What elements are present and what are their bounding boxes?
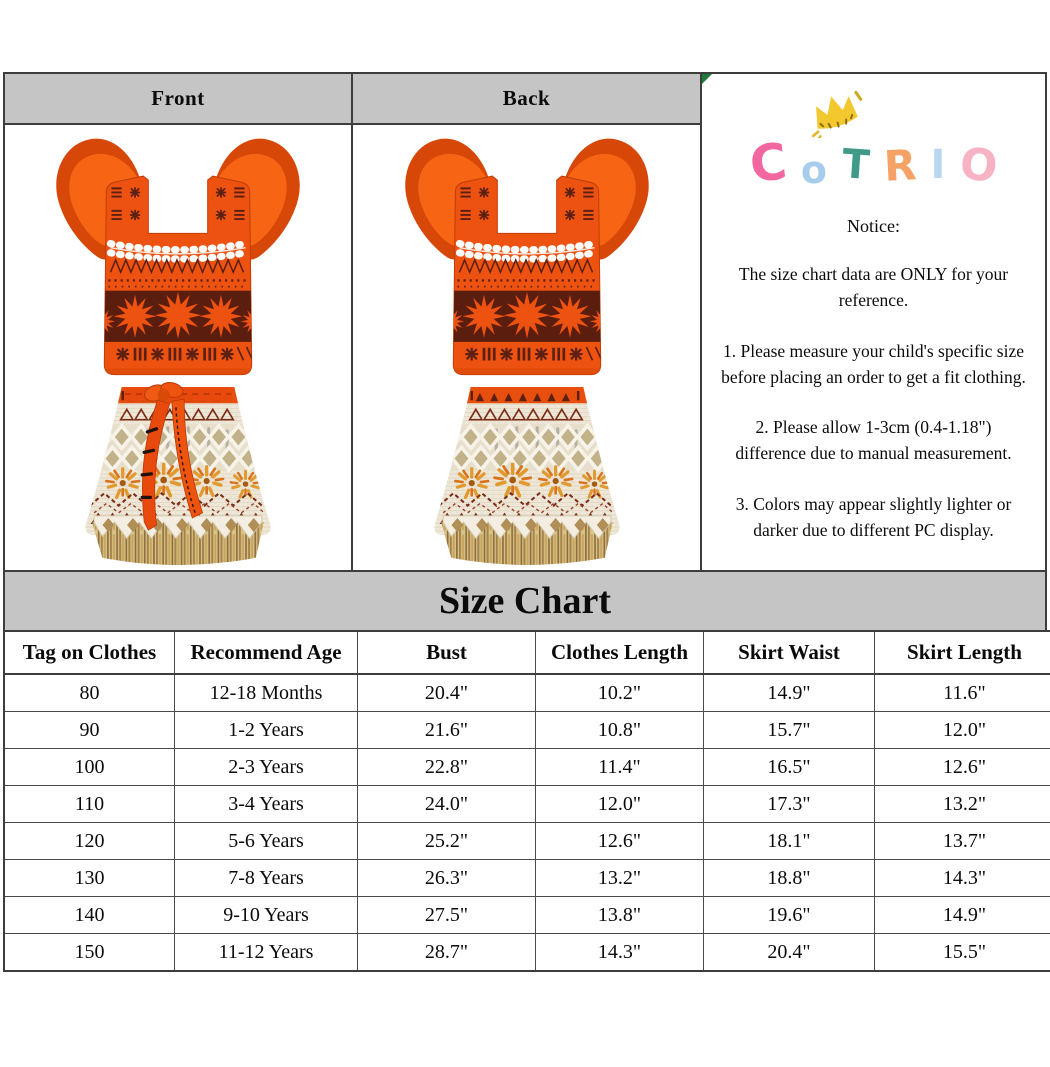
cell: 12.0" (875, 712, 1050, 749)
back-image-cell (351, 123, 702, 572)
cell: 100 (4, 749, 175, 786)
cell: 1-2 Years (175, 712, 358, 749)
size-table-header-row (4, 631, 1050, 674)
cell: 19.6" (704, 897, 875, 934)
cell: 14.3" (536, 934, 704, 972)
col-bust: Bust (358, 631, 536, 674)
cell: 20.4" (358, 674, 536, 712)
cell: 12.6" (536, 823, 704, 860)
cell: 24.0" (358, 786, 536, 823)
cell: 22.8" (358, 749, 536, 786)
size-chart-banner (3, 570, 1047, 632)
cell: 13.8" (536, 897, 704, 934)
notice-panel (700, 72, 1047, 572)
crown-icon (802, 86, 868, 138)
cell: 12.0" (536, 786, 704, 823)
cell: 15.5" (875, 934, 1050, 972)
size-row-120 (4, 823, 1050, 860)
cell: 90 (4, 712, 175, 749)
cell: 80 (4, 674, 175, 712)
size-row-110 (4, 786, 1050, 823)
cell: 12.6" (875, 749, 1050, 786)
brand-letter: R (882, 140, 918, 191)
brand-letter: T (840, 141, 871, 189)
col-skirt-waist: Skirt Waist (704, 631, 875, 674)
cell: 11.4" (536, 749, 704, 786)
cell: 14.9" (875, 897, 1050, 934)
col-tag-on-clothes: Tag on Clothes (4, 631, 175, 674)
cell: 16.5" (704, 749, 875, 786)
front-dress-image (44, 129, 312, 567)
cell: 130 (4, 860, 175, 897)
notice-item-1: 1. Please measure your child's specific size before placing an order to get a fit clothing. (721, 340, 1026, 387)
size-row-150 (4, 934, 1050, 972)
cell: 9-10 Years (175, 897, 358, 934)
cell: 120 (4, 823, 175, 860)
size-row-130 (4, 860, 1050, 897)
cell: 11-12 Years (175, 934, 358, 972)
cell-comment-marker-icon (702, 74, 712, 84)
size-row-90 (4, 712, 1050, 749)
cell: 150 (4, 934, 175, 972)
brand-logo (718, 90, 1029, 202)
front-header (3, 72, 353, 125)
back-label: Back (502, 86, 551, 110)
cell: 14.9" (704, 674, 875, 712)
cell: 10.8" (536, 712, 704, 749)
col-clothes-length: Clothes Length (536, 631, 704, 674)
size-row-80 (4, 674, 1050, 712)
cell: 20.4" (704, 934, 875, 972)
cell: 3-4 Years (175, 786, 358, 823)
col-skirt-length: Skirt Length (875, 631, 1050, 674)
cell: 12-18 Months (175, 674, 358, 712)
cell: 26.3" (358, 860, 536, 897)
cell: 25.2" (358, 823, 536, 860)
notice-intro: The size chart data are ONLY for your reference. (738, 264, 1009, 311)
brand-letter: C (746, 132, 790, 194)
cell: 110 (4, 786, 175, 823)
cell: 7-8 Years (175, 860, 358, 897)
cell: 11.6" (875, 674, 1050, 712)
brand-letter: o (800, 148, 827, 192)
cell: 18.8" (704, 860, 875, 897)
cell: 13.2" (536, 860, 704, 897)
notice-item-3: 3. Colors may appear slightly lighter or darker due to different PC display. (735, 493, 1012, 540)
size-row-100 (4, 749, 1050, 786)
cell: 5-6 Years (175, 823, 358, 860)
cell: 21.6" (358, 712, 536, 749)
notice-title: Notice: (847, 216, 900, 236)
cell: 18.1" (704, 823, 875, 860)
size-chart-title: Size Chart (438, 580, 612, 622)
cell: 13.2" (875, 786, 1050, 823)
back-header (351, 72, 702, 125)
col-recommend-age: Recommend Age (175, 631, 358, 674)
cell: 140 (4, 897, 175, 934)
cell: 15.7" (704, 712, 875, 749)
size-row-140 (4, 897, 1050, 934)
cell: 27.5" (358, 897, 536, 934)
cell: 2-3 Years (175, 749, 358, 786)
back-dress-image (393, 129, 661, 567)
cell: 10.2" (536, 674, 704, 712)
cell: 13.7" (875, 823, 1050, 860)
cell: 17.3" (704, 786, 875, 823)
cell: 14.3" (875, 860, 1050, 897)
brand-letter: O (957, 138, 1001, 193)
front-image-cell (3, 123, 353, 572)
front-label: Front (151, 86, 205, 110)
cell: 28.7" (358, 934, 536, 972)
brand-name (718, 132, 1029, 194)
size-chart-table (3, 630, 1050, 972)
brand-letter: I (930, 142, 946, 188)
notice-item-2: 2. Please allow 1-3cm (0.4-1.18") difference due to manual measurement. (735, 417, 1012, 464)
